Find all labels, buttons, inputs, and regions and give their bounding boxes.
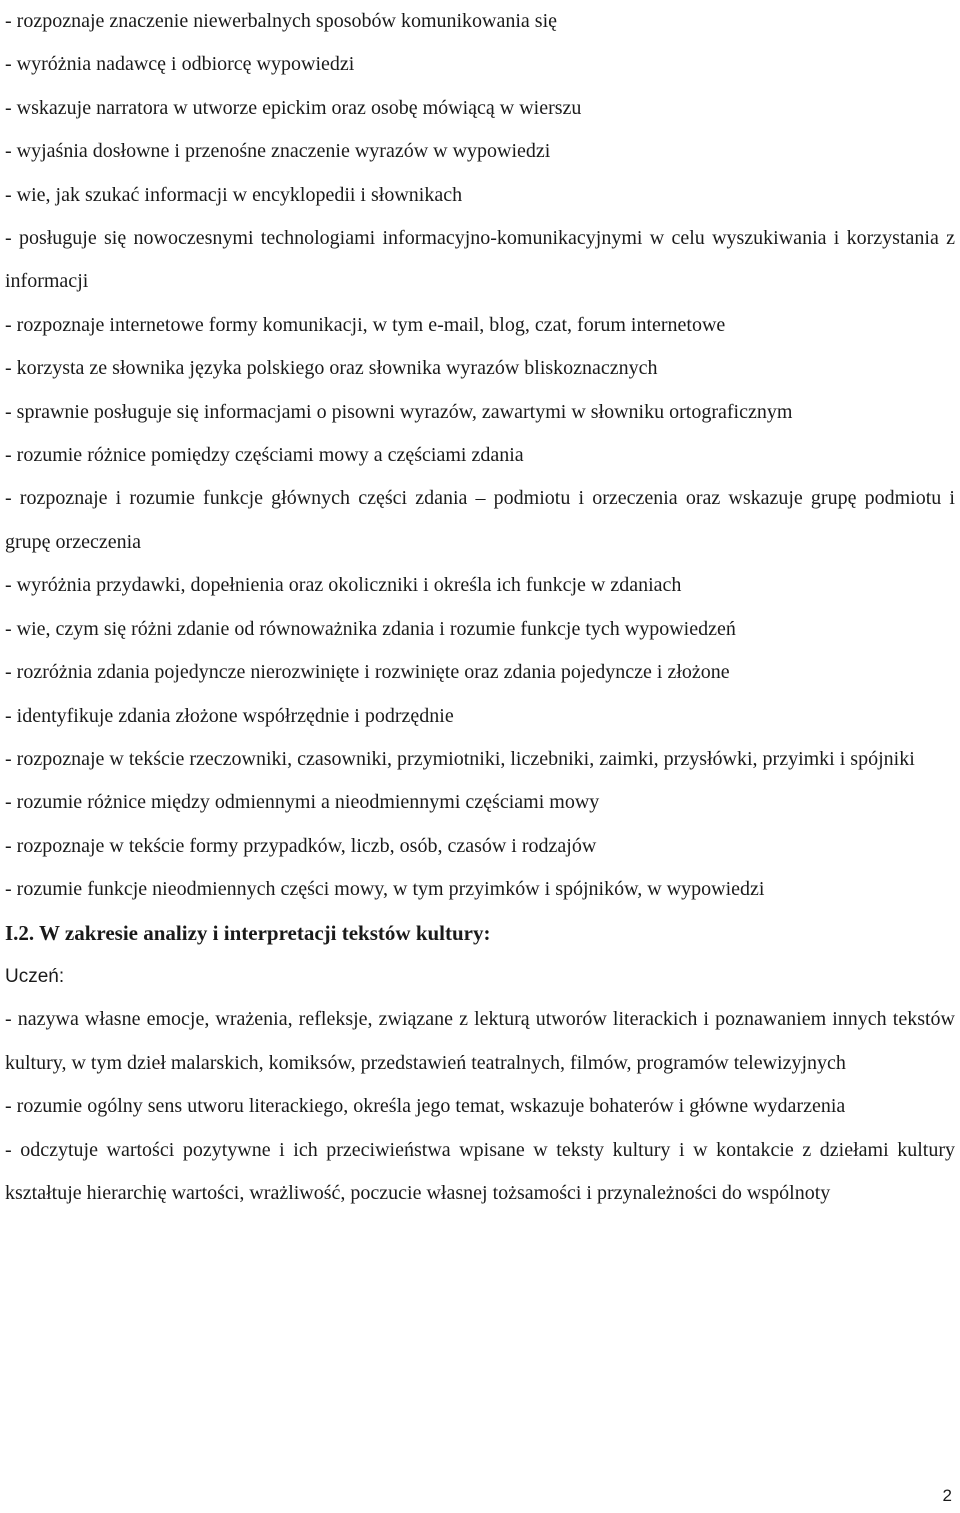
list-item: - wyróżnia nadawcę i odbiorcę wypowiedzi <box>5 53 355 76</box>
list-item: - sprawnie posługuje się informacjami o pisowni wyrazów, zawartymi w słowniku ortograficznym <box>5 400 793 423</box>
list-item: - rozpoznaje i rozumie funkcje głównych części zdania – podmiotu i orzeczenia oraz wskazuje grupę podmiotu i grupę orzeczenia <box>5 487 955 553</box>
list-item: - wie, czym się różni zdanie od równoważnika zdania i rozumie funkcje tych wypowiedzeń <box>5 617 736 640</box>
list-item: - wyjaśnia dosłowne i przenośne znaczenie wyrazów w wypowiedzi <box>5 140 551 163</box>
list-item: - rozumie ogólny sens utworu literackiego, określa jego temat, wskazuje bohaterów i główne wydarzenia <box>5 1095 846 1118</box>
section-heading: I.2. W zakresie analizy i interpretacji tekstów kultury: <box>5 920 491 945</box>
list-item: - identyfikuje zdania złożone współrzędnie i podrzędnie <box>5 704 454 727</box>
list-item: - rozpoznaje w tekście formy przypadków, liczb, osób, czasów i rodzajów <box>5 834 597 857</box>
list-item: - nazywa własne emocje, wrażenia, refleksje, związane z lekturą utworów literackich i poznawaniem innych tekstów kultury, w tym dzieł malarskich, komiksów, przedstawień teatralnych, filmów, programów telewizyjnych <box>5 1008 955 1074</box>
list-item: - wie, jak szukać informacji w encyklopedii i słownikach <box>5 183 463 206</box>
list-item: - rozumie różnice pomiędzy częściami mowy a częściami zdania <box>5 444 524 467</box>
page-number: 2 <box>942 1486 952 1505</box>
student-label: Uczeń: <box>5 965 65 987</box>
list-item: - odczytuje wartości pozytywne i ich przeciwieństwa wpisane w teksty kultury i w kontakcie z dziełami kultury kształtuje hierarchię wartości, wrażliwość, poczucie własnej tożsamości i przynależności do wspólnoty <box>5 1138 955 1204</box>
list-item: - rozpoznaje w tekście rzeczowniki, czasowniki, przymiotniki, liczebniki, zaimki, przysłówki, przyimki i spójniki <box>5 747 915 770</box>
list-item: - rozumie różnice między odmiennymi a nieodmiennymi częściami mowy <box>5 791 600 814</box>
document-page <box>5 0 955 1215</box>
list-item: - rozróżnia zdania pojedyncze nierozwinięte i rozwinięte oraz zdania pojedyncze i złożone <box>5 661 730 684</box>
list-item: - korzysta ze słownika języka polskiego oraz słownika wyrazów bliskoznacznych <box>5 357 658 380</box>
list-item: - rozpoznaje znaczenie niewerbalnych sposobów komunikowania się <box>5 10 558 32</box>
list-item: - rozumie funkcje nieodmiennych części mowy, w tym przyimków i spójników, w wypowiedzi <box>5 878 765 901</box>
list-item: - wskazuje narratora w utworze epickim oraz osobę mówiącą w wierszu <box>5 96 582 119</box>
list-item: - wyróżnia przydawki, dopełnienia oraz okoliczniki i określa ich funkcje w zdaniach <box>5 574 682 597</box>
list-item: - rozpoznaje internetowe formy komunikacji, w tym e-mail, blog, czat, forum internetowe <box>5 313 726 336</box>
list-item: - posługuje się nowoczesnymi technologiami informacyjno-komunikacyjnymi w celu wyszukiwania i korzystania z informacji <box>5 227 955 293</box>
